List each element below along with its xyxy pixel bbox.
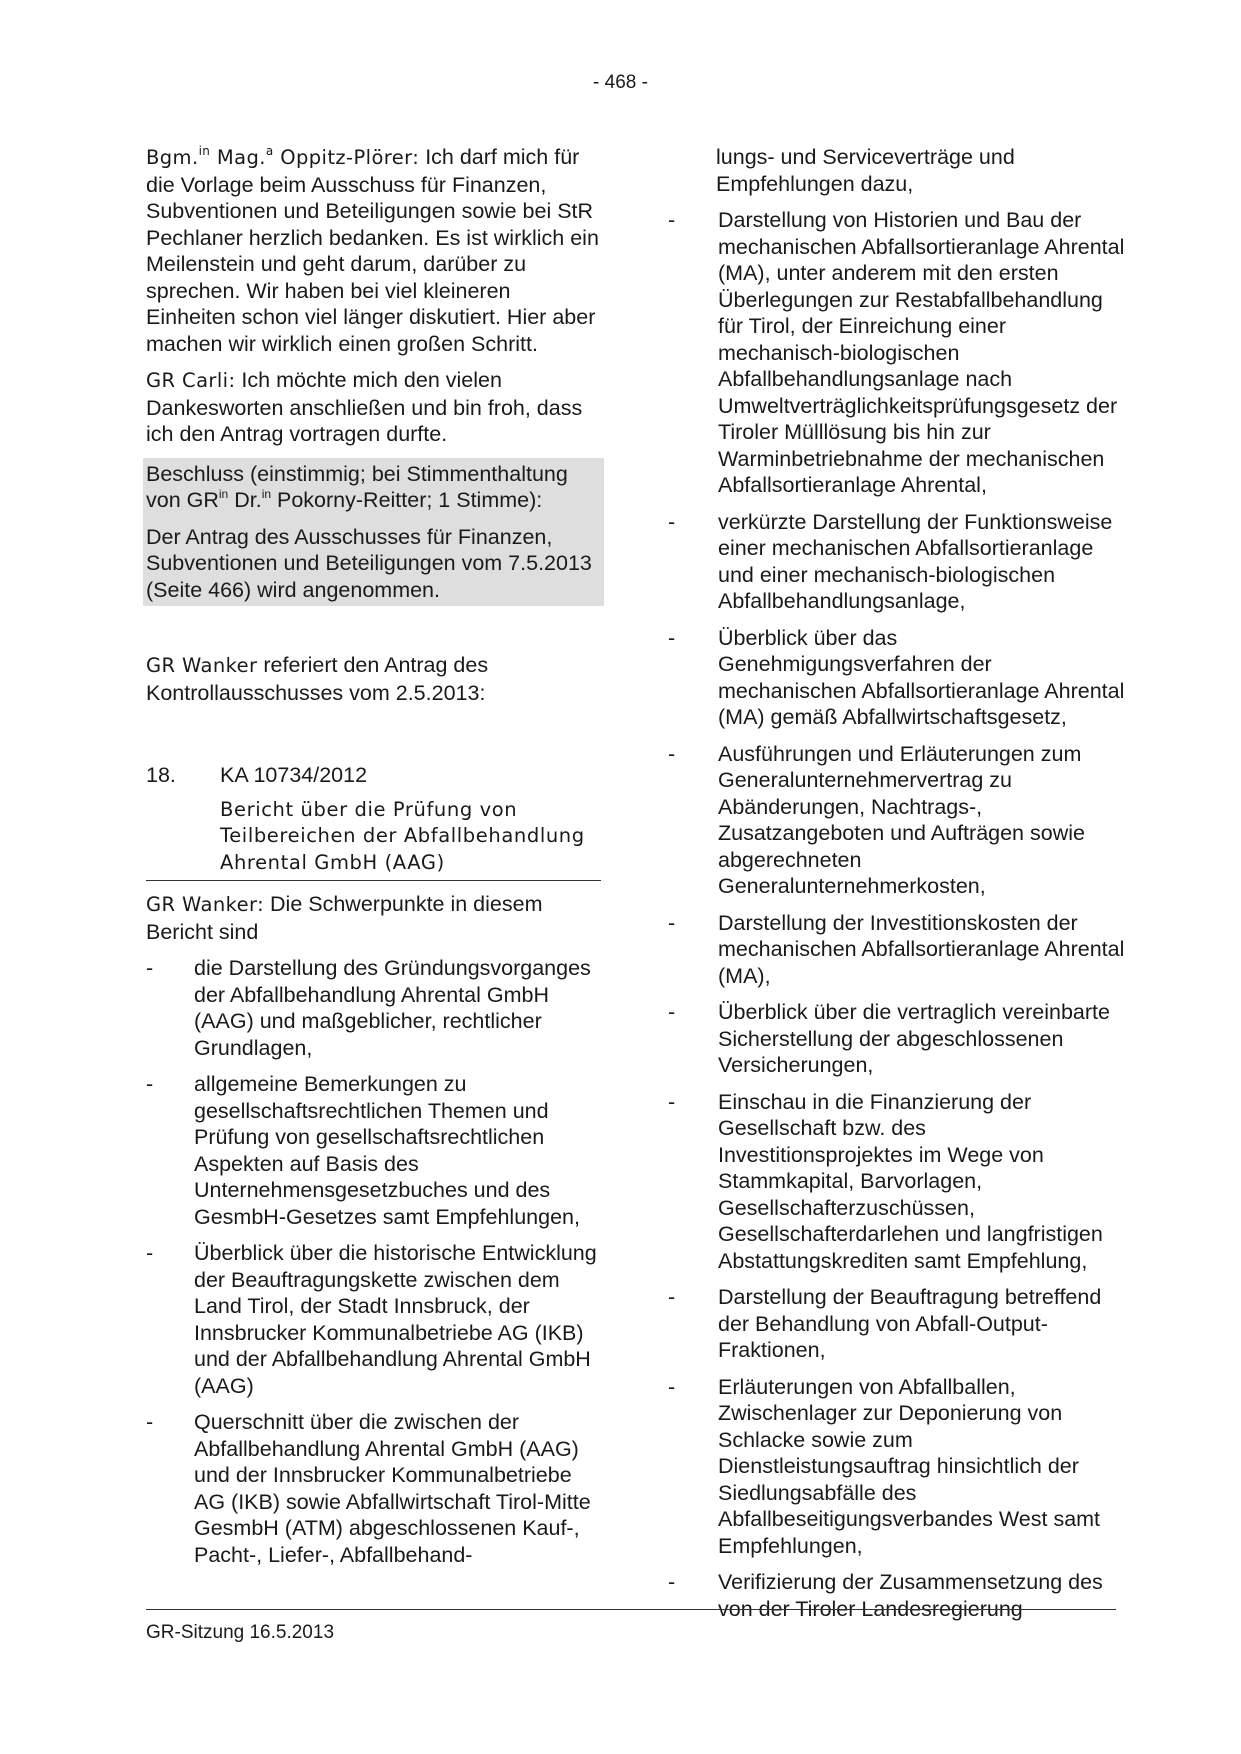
agenda-item-code: KA 10734/2012 (220, 763, 368, 787)
list-item: - Einschau in die Finanzierung der Gesellschaft bzw. des Investitionsprojektes im Wege von Stammkapital, Barvorlagen, Gesellschafterzuschüssen, Gesellschafterdarlehen und langfristigen Abstattungskrediten samt Empfehlung, (668, 1089, 1103, 1273)
footer-session-date: GR-Sitzung 16.5.2013 (146, 1622, 335, 1643)
bullet-dash: - (668, 208, 676, 232)
speaker-wanker-2: GR Wanker: (146, 893, 265, 916)
paragraph-text: referiert den Antrag des Kontrollausschusses vom 2.5.2013: (146, 653, 489, 705)
list-item: - Überblick über die vertraglich vereinbarte Sicherstellung der abgeschlossenen Versicherungen, (668, 1000, 1110, 1077)
list-item: - Darstellung der Investitionskosten der mechanischen Abfallsortieranlage Ahrental (MA), (668, 910, 1125, 988)
speaker-carli: GR Carli: (146, 369, 236, 392)
bullet-dash: - (146, 1410, 154, 1434)
bullet-dash: - (668, 741, 676, 766)
decision-text: Der Antrag des Ausschusses für Finanzen, Subventionen und Beteiligungen vom 7.5.2013 (Seite 466) wird angenommen. (146, 524, 592, 602)
page-number: - 468 - (593, 72, 648, 93)
list-item-continuation: lungs- und Serviceverträge und Empfehlungen dazu, (716, 145, 1015, 196)
paragraph-wanker-intro (146, 652, 601, 706)
list-item: - die Darstellung des Gründungsvorganges der Abfallbehandlung Ahrental GmbH (AAG) und maßgeblicher, rechtlicher Grundlagen, (146, 956, 591, 1060)
list-item: - Darstellung von Historien und Bau der mechanischen Abfallsortieranlage Ahrental (MA), unter anderem mit den ersten Überlegungen zur Restabfallbehandlung für Tirol, der Einreichung einer mechanisch-biologischen Abfallbehandlungsanlage nach Umweltverträglichkeitsprüfungsgesetz der Tiroler Mülllösung bis hin zur Warminbetriebnahme der mechanischen Abfallsortieranlage Ahrental, (668, 208, 1125, 497)
paragraph-carli (146, 367, 601, 448)
decision-heading: Beschluss (einstimmig; bei Stimmenthaltung von $GR^{in}$ Dr.$^{in}$ Pokorny-Reitter; 1 Stimme): (146, 461, 568, 512)
bullet-dash: - (668, 1285, 676, 1309)
speaker-mayor: Bgm.$^{in}$ Mag.$^a$ Oppitz-Plörer: (146, 144, 420, 169)
paragraph-mayor (146, 144, 601, 357)
bullet-dash: - (146, 956, 154, 980)
agenda-item-header (146, 762, 601, 789)
decision-box (143, 458, 604, 607)
bullet-dash: - (668, 1374, 676, 1399)
list-item: - verkürzte Darstellung der Funktionsweise einer mechanischen Abfallsortieranlage und einer mechanisch-biologischen Abfallbehandlungsanlage, (668, 509, 1113, 613)
bullet-dash: - (668, 1089, 676, 1114)
bullet-dash: - (668, 910, 676, 935)
list-item: - Darstellung der Beauftragung betreffend der Behandlung von Abfall-Output-Fraktionen, (668, 1285, 1102, 1362)
list-item: - Erläuterungen von Abfallballen, Zwischenlager zur Deponierung von Schlacke sowie zum Dienstleistungsauftrag hinsichtlich der Siedlungsabfälle des Abfallbeseitigungsverbandes West samt Empfehlungen, (668, 1374, 1101, 1558)
paragraph-text: Die Schwerpunkte in diesem Bericht sind (146, 892, 543, 944)
paragraph-text: Ich darf mich für die Vorlage beim Ausschuss für Finanzen, Subventionen und Beteiligungen sowie bei StR Pechlaner herzlich bedanken. Es ist wirklich ein Meilenstein und geht darum, darüber zu sprechen. Wir haben bei viel kleineren Einheiten schon viel länger diskutiert. Hier aber machen wir wirklich einen großen Schritt. (146, 145, 599, 356)
agenda-item-rule (146, 880, 601, 881)
bullet-dash: - (668, 1000, 676, 1024)
bullet-dash: - (146, 1072, 154, 1096)
paragraph-wanker (146, 891, 601, 945)
list-item: - Verifizierung der Zusammensetzung des von der Tiroler Landesregierung (668, 1570, 1103, 1621)
footer-rule (146, 1609, 1116, 1610)
paragraph-text: Ich möchte mich den vielen Dankesworten anschließen und bin froh, dass ich den Antrag vortragen durfte. (146, 368, 583, 446)
agenda-item-title: Bericht über die Prüfung von Teilbereichen der Abfallbehandlung Ahrental GmbH (AAG) (220, 797, 585, 874)
list-item: - Überblick über die historische Entwicklung der Beauftragungskette zwischen dem Land Tirol, der Stadt Innsbruck, der Innsbrucker Kommunalbetriebe AG (IKB) und der Abfallbehandlung Ahrental GmbH (AAG) (146, 1241, 597, 1398)
bullet-dash: - (668, 1570, 676, 1594)
list-item: - Ausführungen und Erläuterungen zum Generalunternehmervertrag zu Abänderungen, Nachtrags-, Zusatzangeboten und Aufträgen sowie abgerechneten Generalunternehmerkosten, (668, 741, 1085, 898)
bullet-dash: - (668, 625, 676, 650)
speaker-wanker: GR Wanker (146, 654, 258, 677)
list-item: - Überblick über das Genehmigungsverfahren der mechanischen Abfallsortieranlage Ahrental (MA) gemäß Abfallwirtschaftsgesetz, (668, 625, 1125, 729)
list-item: - allgemeine Bemerkungen zu gesellschaftsrechtlichen Themen und Prüfung von gesellschaftsrechtlichen Aspekten auf Basis des Unternehmensgesetzbuches und des GesmbH-Gesetzes samt Empfehlungen, (146, 1072, 580, 1229)
left-column (146, 144, 601, 1578)
right-column (668, 144, 1126, 1632)
list-item: - Querschnitt über die zwischen der Abfallbehandlung Ahrental GmbH (AAG) und der Innsbrucker Kommunalbetriebe AG (IKB) sowie Abfallwirtschaft Tirol-Mitte GesmbH (ATM) abgeschlossenen Kauf-, Pacht-, Liefer-, Abfallbehand- (146, 1410, 591, 1567)
bullet-dash: - (146, 1241, 154, 1265)
agenda-item-number: 18. (146, 763, 176, 787)
bullet-dash: - (668, 509, 676, 534)
